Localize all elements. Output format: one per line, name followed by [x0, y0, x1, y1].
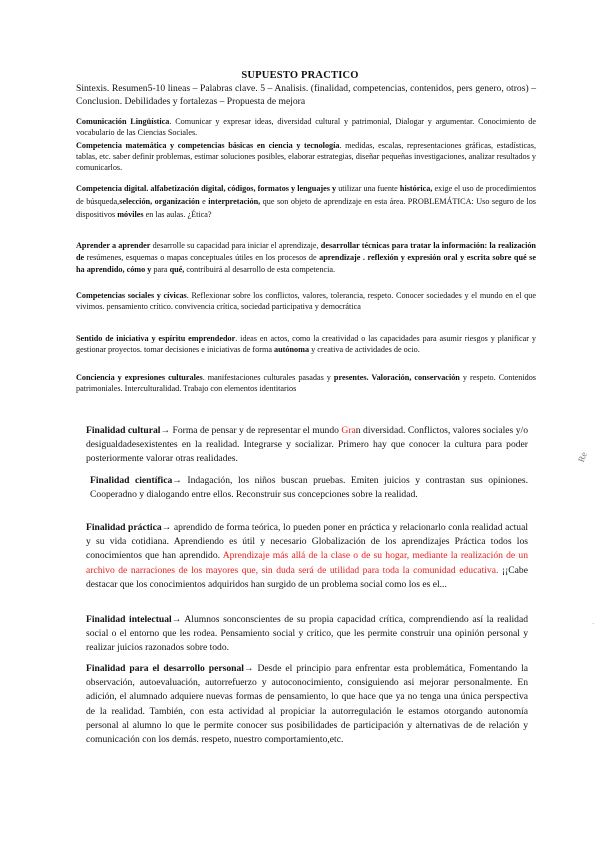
competencia-iniciativa: Sentido de iniciativa y espíritu emprendedor. ideas en actos, como la creatividad o las capacidades para asumir riesgos y planificar y gestionar proyectos. tomar decisiones e iniciativas de forma autónoma y creativa de actividades de ocio. — [76, 334, 536, 354]
competencia-label: Competencia matemática y competencias básicas en ciencia y tecnología — [76, 141, 340, 150]
competencia-aprender: Aprender a aprender desarrolle su capacidad para iniciar el aprendizaje, desarrollar técnicas para tratar la información: la realización de resúmenes, esquemas o mapas conceptuales útiles en los procesos de aprendizaje . reflexión y expresión oral y escrita sobre qué se ha aprendido, cómo y para qué, contribuirá al desarrollo de esta competencia. — [76, 241, 537, 274]
finalidad-label: Finalidad científica — [90, 475, 173, 486]
margin-note: Re — [576, 450, 589, 464]
finalidad-personal: Finalidad para el desarrollo personal→ Desde el principio para enfrentar esta problemática, Fomentando la observación, autoevaluación, autorrefuerzo y autoconocimiento, consiguiendo asi mejorar personalmente. En adición, el alumnado adquiere nuevas formas de pensamiento, lo que hace que ya no tenga una única perspectiva de la realidad. También, con esta actividad al propiciar la autorregulación le estamos otorgando autonomía personal al alumno lo que le permite conocer sus posibilidades de participación y alternativas de de relación y comunicación con los demás. respeto, nuestro comportamiento,etc. — [86, 663, 529, 746]
competencia-label: Aprender a aprender — [76, 241, 151, 250]
competencia-label: Competencias sociales y cívicas — [76, 291, 187, 300]
competencia-matematica: Competencia matemática y competencias básicas en ciencia y tecnología. medidas, escalas, representaciones gráficas, estadísticas, tablas, etc. saber definir problemas, estimar soluciones posibles, elaborar estrategias, diseñar pequeñas investigaciones, analizar resultados y comunicarlos. — [76, 141, 536, 172]
finalidad-intelectual: Finalidad intelectual→ Alumnos sonconscientes de su propia capacidad crítica, comprendiendo así la realidad social o el entorno que les rodea. Pensamiento social y crítico, que les permite construir una opinión personal y realizar juicios razonados sobre todo. — [86, 614, 528, 654]
finalidad-cientifica: Finalidad científica→ Indagación, los niños buscan pruebas. Emiten juicios y contrastan sus opiniones. Cooperadno y dialogando entre ellos. Reconstruir sus concepciones sobre la realidad. — [90, 475, 528, 501]
finalidad-label: Finalidad para el desarrollo personal — [86, 663, 244, 674]
page-title: SUPUESTO PRACTICO — [241, 70, 359, 81]
finalidad-label: Finalidad cultural — [86, 425, 161, 436]
finalidad-label: Finalidad intelectual — [86, 614, 172, 625]
competencia-sociales: Competencias sociales y cívicas. Reflexionar sobre los conflictos, valores, tolerancia, respeto. Conocer sociedades y el mundo en el que vivimos. pensamiento crítico. convivencia crítica, sociedad participativa y democrática — [76, 291, 536, 311]
finalidad-cultural: Finalidad cultural→ Forma de pensar y de representar el mundo Gran diversidad. Conflictos, valores sociales y/o desigualdadesexistentes en la realidad. Integrarse y socializar. Primero hay que conocer la cultura para poder posteriormente valorar otras realidades. — [86, 425, 528, 465]
competencia-digital: Competencia digital. alfabetización digital, códigos, formatos y lenguajes y utilizar una fuente histórica, exige el uso de procedimientos de búsqueda,selección, organización e interpretación, que son objeto de aprendizaje en esta área. PROBLEMÁTICA: Uso seguro de los dispositivos móviles en las aulas. ¿Ética? — [76, 184, 536, 219]
competencia-cultural: Conciencia y expresiones culturales. manifestaciones culturales pasadas y presentes. Valoración, conservación y respeto. Contenidos patrimoniales. Interculturalidad. Trabajo con elementos identitarios — [76, 373, 536, 393]
competencia-linguistica: Comunicación Lingüística. Comunicar y expresar ideas, diversidad cultural y patrimonial, Dialogar y argumentar. Conocimiento de vocabulario de las Ciencias Sociales. — [76, 117, 536, 137]
competencia-label: Conciencia y expresiones culturales — [76, 373, 203, 382]
competencia-label: Comunicación Lingüística — [76, 117, 170, 126]
margin-mark: · — [592, 620, 595, 628]
finalidad-practica: Finalidad práctica→ aprendido de forma teórica, lo pueden poner en práctica y relacionarlo conla realidad actual y su vida cotidiana. Aprendiendo es útil y necesario Globalización de los aprendizajes Práctica todos los conocimientos que han aprendido. Aprendizaje más allá de la clase o de su hogar, mediante la realización de un archivo de narraciones de los mayores que, sin duda será de utilidad para toda la comunidad educativa. ¡¡Cabe destacar que los conocimientos adquiridos han surgido de un problema social como los es el... — [86, 522, 528, 590]
competencia-label: Sentido de iniciativa y espíritu emprendedor — [76, 334, 236, 343]
competencia-label: Competencia digital. — [76, 184, 149, 193]
finalidad-label: Finalidad práctica — [86, 522, 162, 533]
intro-outline: Sintexis. Resumen5-10 lineas – Palabras clave. 5 – Analisis. (finalidad, competencias, contenidos, pers genero, otros) – Conclusion. Debilidades y fortalezas – Propuesta de mejora — [76, 83, 536, 107]
